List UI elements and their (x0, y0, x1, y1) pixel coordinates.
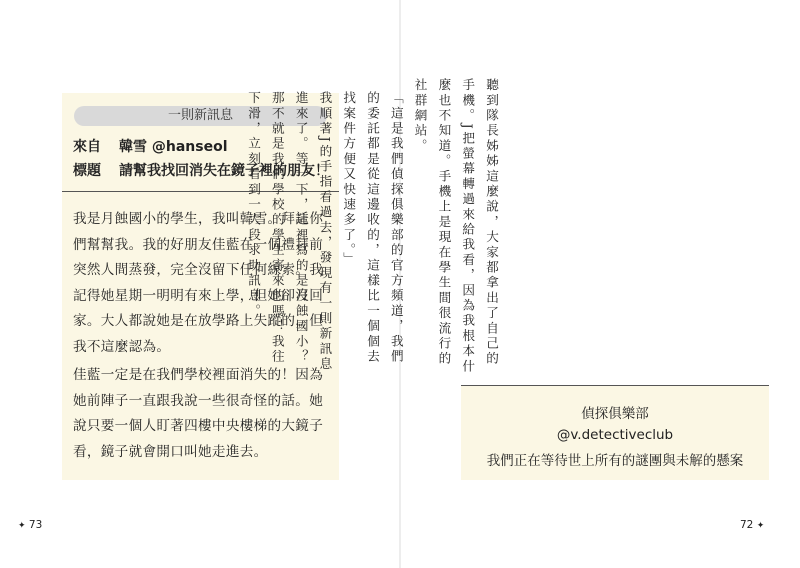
subject-label: 標題 (73, 163, 101, 179)
club-card (461, 385, 769, 480)
story-paragraph: 「這是我們偵探俱樂部的官方頻道，我們的委託都是從這邊收的，這樣比一個個去找案件方便又快速多了。」 (341, 91, 404, 365)
subject-value: 請幫我找回消失在鏡子裡的朋友！ (119, 163, 329, 179)
from-label: 來自 (73, 139, 101, 155)
story-paragraph: 我順著J的手指看過去，發現有一則新訊息進來了。等一下，這裡寫的是月蝕國小？那不就是我們學校的學生寄來的嗎！我往下滑，立刻看到一大段求助訊息。 (246, 91, 333, 373)
diamond-icon: ✦ (756, 521, 765, 531)
story-text (241, 78, 503, 378)
page-number-text: 72 (740, 519, 754, 531)
page-number-left (18, 519, 42, 531)
page-number-text: 73 (28, 519, 43, 531)
club-divider (461, 385, 769, 386)
club-handle: @v.detectiveclub (556, 427, 674, 443)
from-value: 韓雪 @hanseol (119, 139, 228, 155)
club-name: 偵探俱樂部 (581, 406, 649, 422)
diamond-icon: ✦ (18, 521, 26, 531)
from-row (73, 136, 228, 156)
message-paragraph: 我是月蝕國小的學生，我叫韓雪。拜託你們幫幫我。我的好朋友佳藍在一個禮拜前突然人間蒸發，完全沒留下任何線索。我記得她星期一明明有來上學，但她卻沒回家。大人都說她是在放學路上失蹤的，但我不這麼認為。 (73, 211, 324, 355)
club-description: 我們正在等待世上所有的謎團與未解的懸案 (486, 453, 744, 469)
story-paragraph: 聽到隊長姊姊這麼說，大家都拿出了自己的手機。J把螢幕轉過來給我看，因為我根本什麼也不知道。手機上是現在學生間很流行的社群網站。 (412, 78, 499, 375)
page-number-right (740, 519, 764, 531)
new-message-header: 一則新訊息 (74, 106, 327, 126)
message-paragraph: 佳藍一定是在我們學校裡面消失的！因為她前陣子一直跟我說一些很奇怪的話。她說只要一個人盯著四樓中央樓梯的大鏡子看，鏡子就會開口叫她走進去。 (73, 367, 324, 460)
